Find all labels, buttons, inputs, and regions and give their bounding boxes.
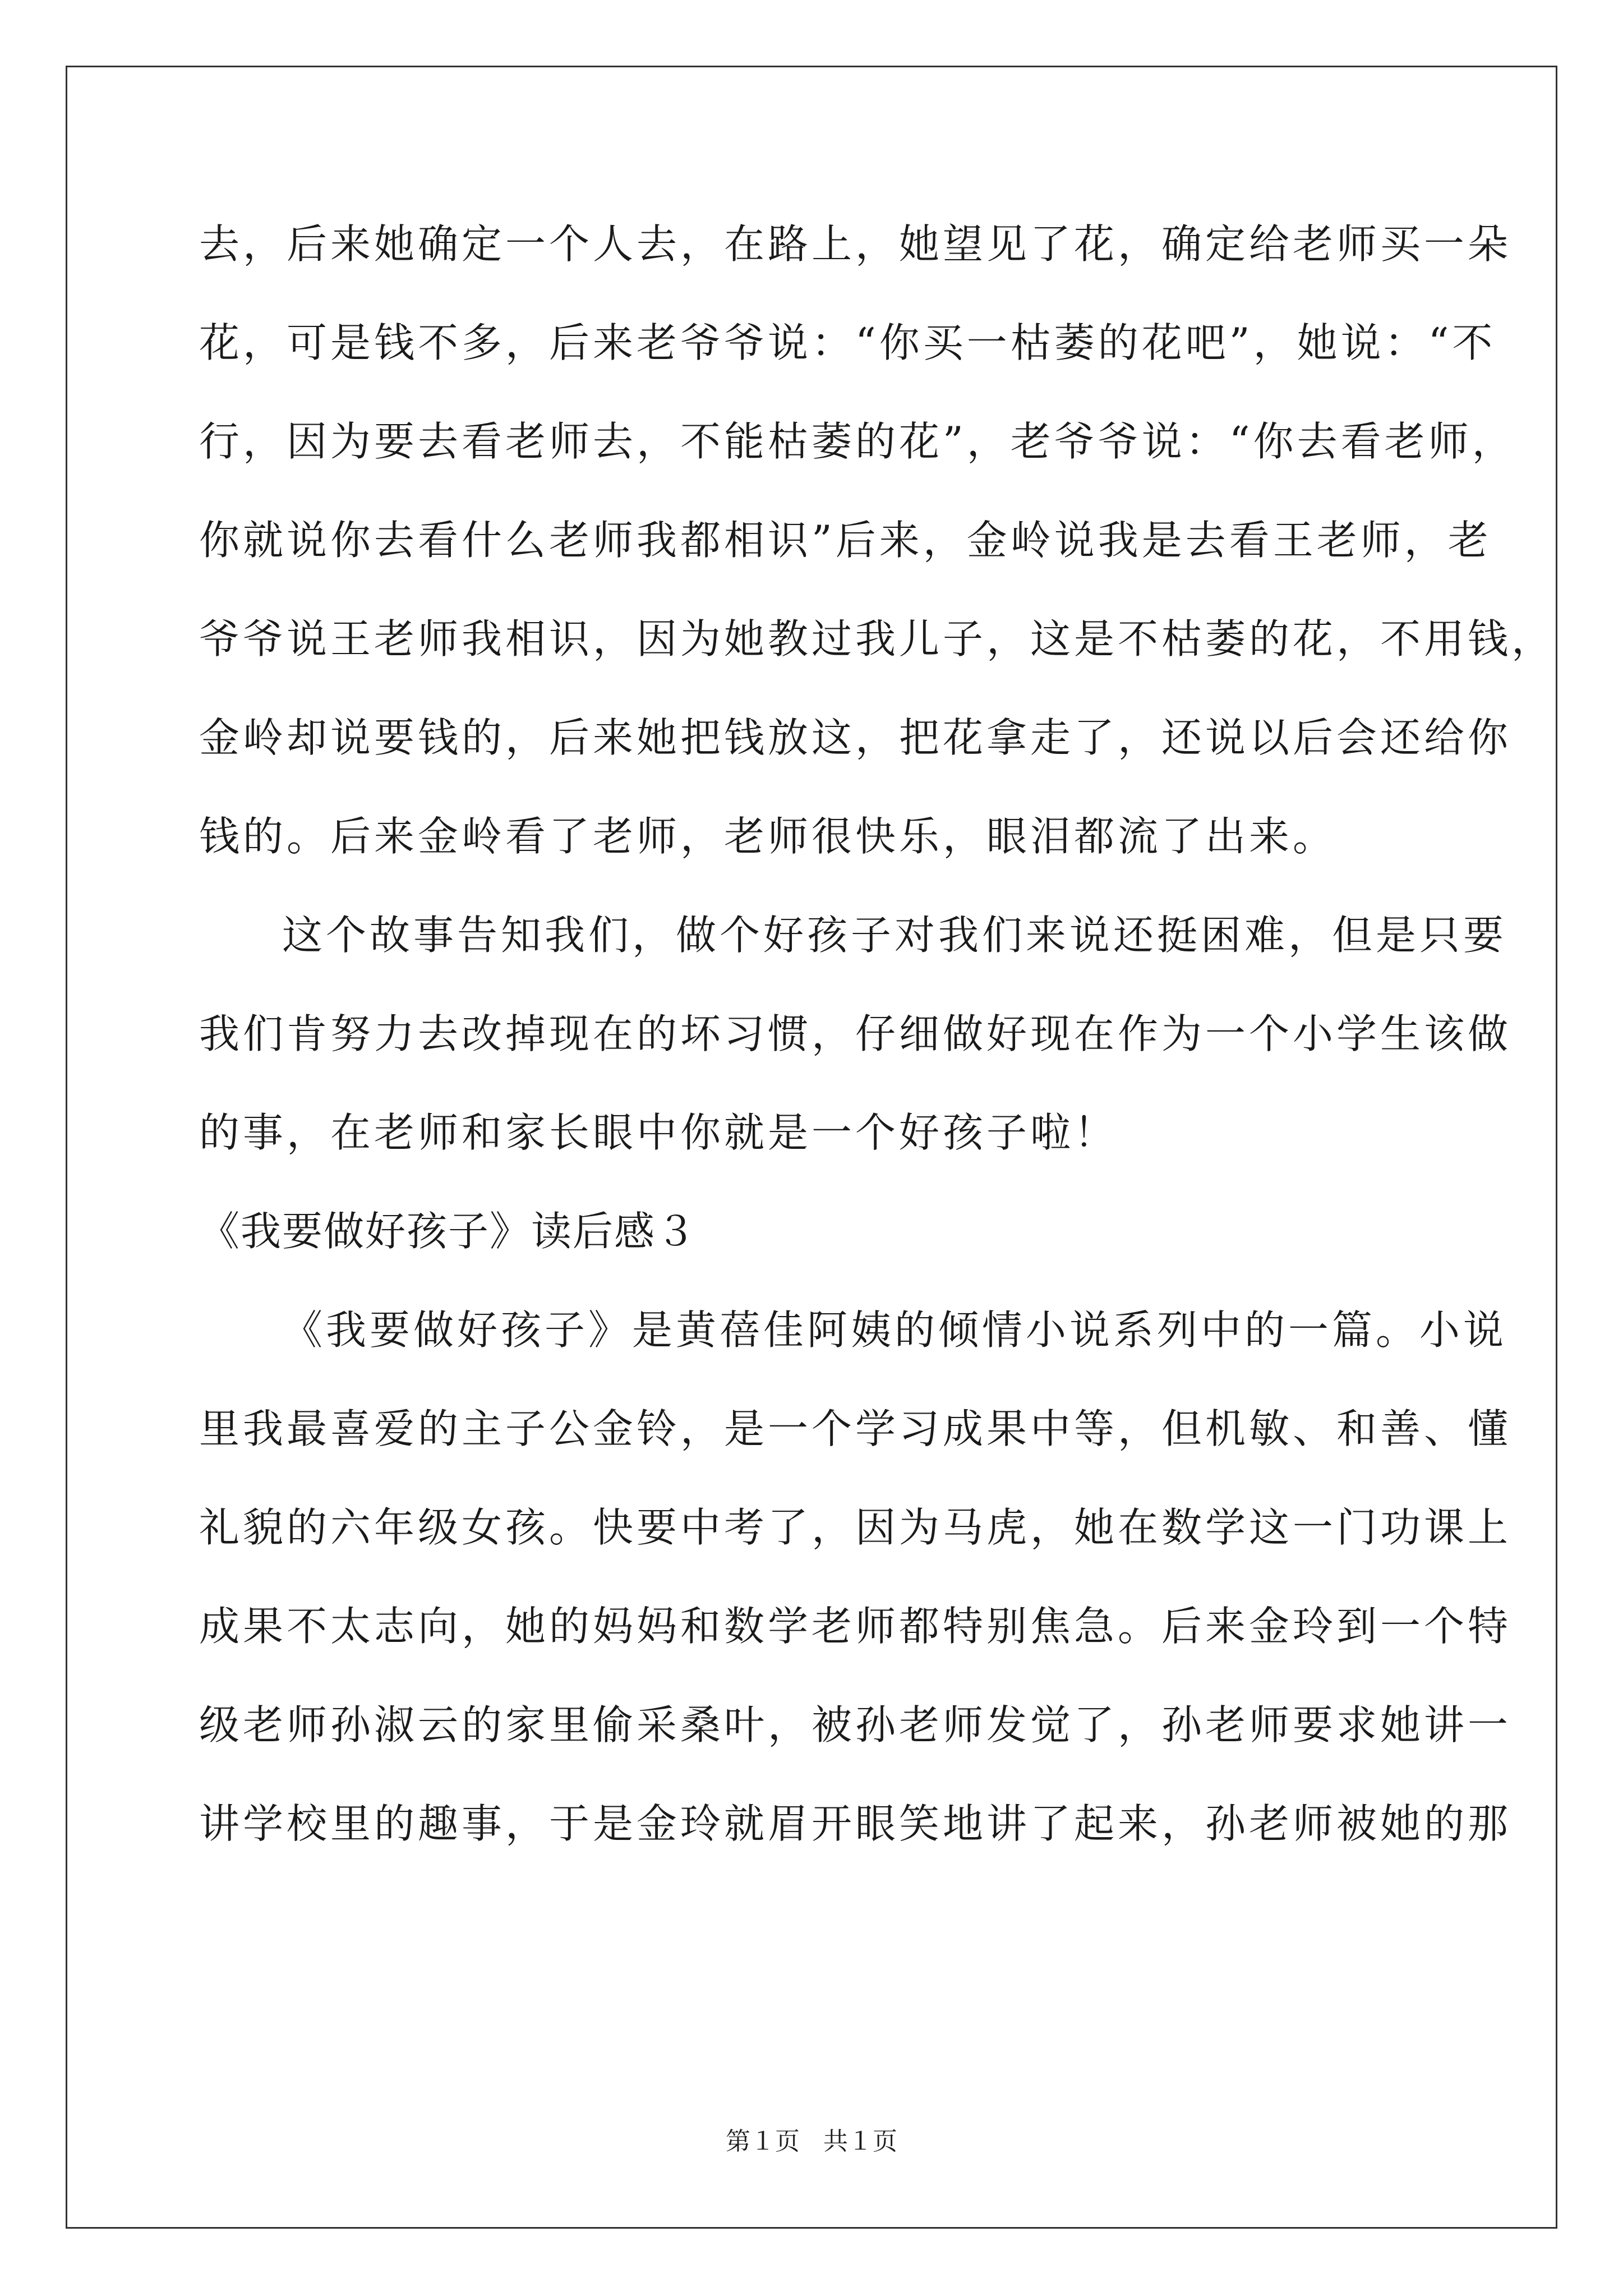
text-line: 去，后来她确定一个人去，在路上，她望见了花，确定给老师买一朵: [199, 220, 1512, 268]
text-line: 花，可是钱不多，后来老爷爷说：“你买一枯萎的花吧”，她说：“不: [199, 319, 1496, 366]
text-line: 你就说你去看什么老师我都相识”后来，金岭说我是去看王老师，老: [199, 517, 1492, 564]
text-line: 我们肯努力去改掉现在的坏习惯，仔细做好现在作为一个小学生该做: [199, 1010, 1512, 1057]
text-line: 里我最喜爱的主子公金铃，是一个学习成果中等，但机敏、和善、懂: [199, 1405, 1512, 1452]
text-line: 级老师孙淑云的家里偷采桑叶，被孙老师发觉了，孙老师要求她讲一: [199, 1701, 1512, 1749]
text-line: 行，因为要去看老师去，不能枯萎的花”，老爷爷说：“你去看老师，: [199, 418, 1516, 465]
text-line: 爷爷说王老师我相识，因为她教过我儿子，这是不枯萎的花，不用钱，: [199, 615, 1556, 662]
text-line: 的事，在老师和家长眼中你就是一个好孩子啦！: [199, 1109, 1118, 1156]
page-footer: 第１页 共１页: [726, 2127, 897, 2156]
paragraph-first-line: 《我要做好孩子》是黄蓓佳阿姨的倾情小说系列中的一篇。小说: [282, 1306, 1507, 1354]
section-heading: 《我要做好孩子》读后感３: [199, 1208, 698, 1255]
paragraph-first-line: 这个故事告知我们，做个好孩子对我们来说还挺困难，但是只要: [282, 912, 1507, 959]
text-line: 讲学校里的趣事，于是金玲就眉开眼笑地讲了起来，孙老师被她的那: [199, 1800, 1512, 1847]
text-line: 礼貌的六年级女孩。快要中考了，因为马虎，她在数学这一门功课上: [199, 1504, 1512, 1551]
text-line: 金岭却说要钱的，后来她把钱放这，把花拿走了，还说以后会还给你: [199, 714, 1512, 761]
text-line: 成果不太志向，她的妈妈和数学老师都特别焦急。后来金玲到一个特: [199, 1603, 1512, 1650]
text-line: 钱的。后来金岭看了老师，老师很快乐，眼泪都流了出来。: [199, 813, 1337, 860]
